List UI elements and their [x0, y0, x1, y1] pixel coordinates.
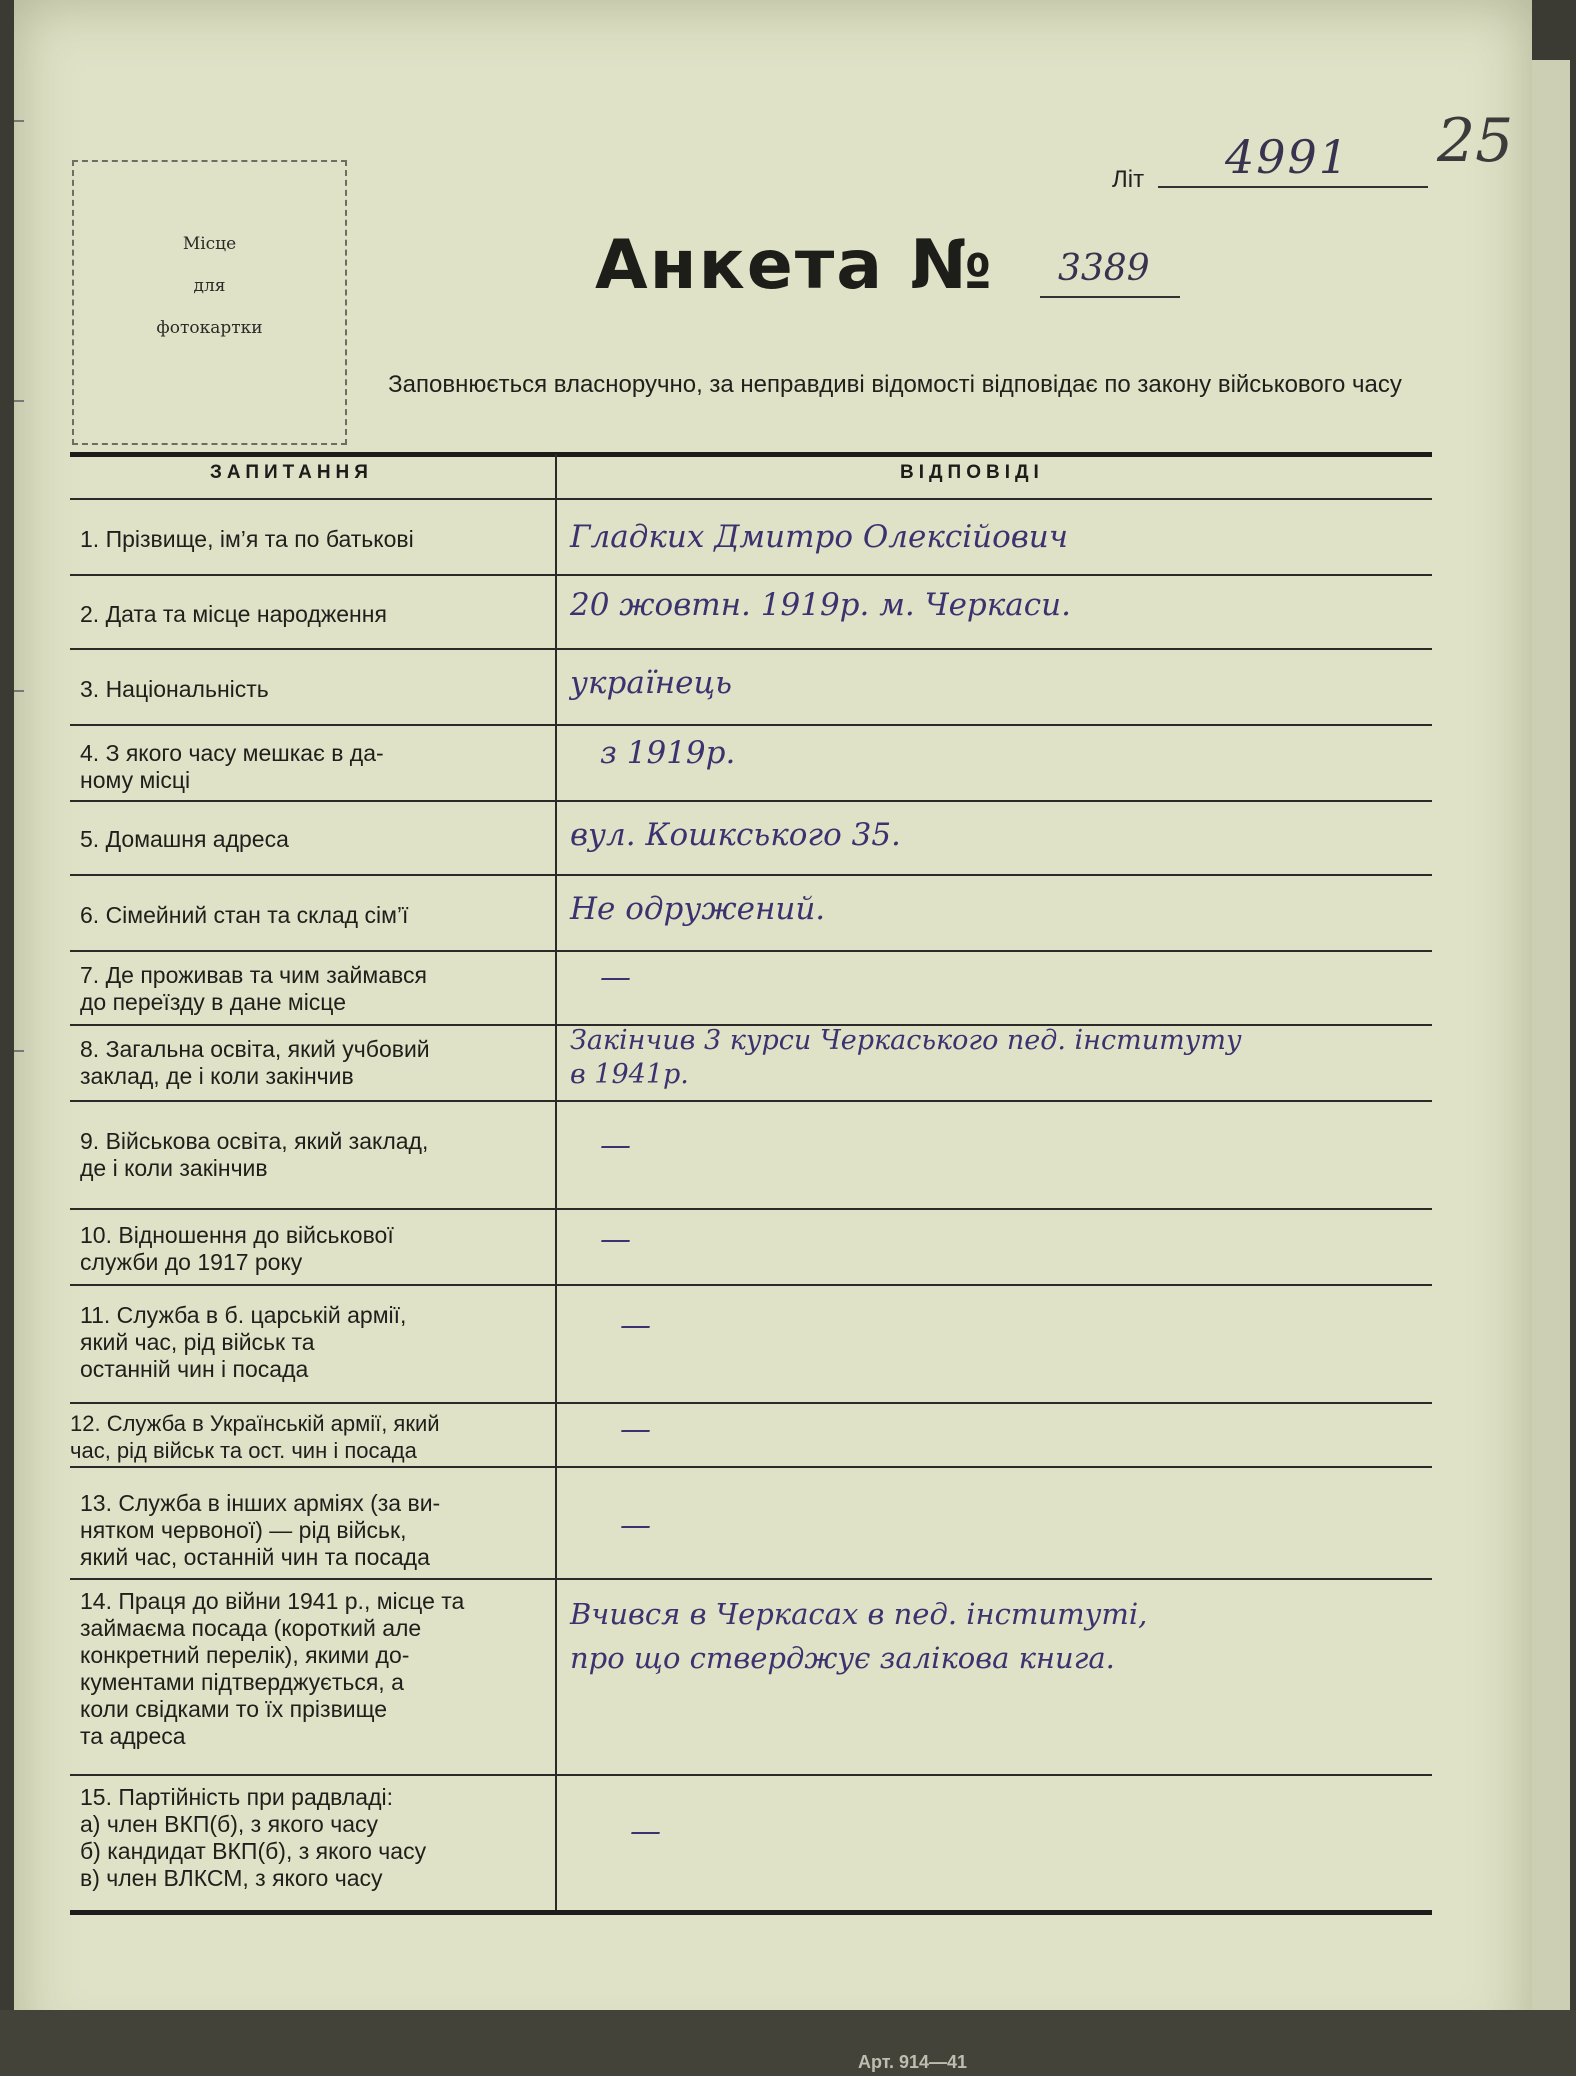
question-7: 7. Де проживав та чим займався до переїзду в дане місце: [80, 962, 427, 1015]
archive-page-number: 25: [1437, 106, 1514, 176]
question-8: 8. Загальна освіта, який учбовий заклад, де і коли закінчив: [80, 1036, 430, 1089]
punch-mark: [14, 690, 24, 692]
question-6: 6. Сімейний стан та склад сім’ї: [80, 902, 409, 928]
table-top-rule: [70, 452, 1432, 457]
row-rule: [70, 874, 1432, 876]
archive-footer-label: Арт. 914—41: [858, 2052, 968, 2072]
answer-13: —: [620, 1507, 651, 1543]
row-rule: [70, 1774, 1432, 1776]
photo-placeholder: [72, 160, 347, 445]
answer-14: Вчився в Черкасах в пед. інституті, про що стверджує залікова книга.: [570, 1597, 1148, 1675]
question-1: 1. Прізвище, ім’я та по батькові: [80, 526, 414, 552]
photo-label-line2: для: [193, 276, 226, 296]
lit-underline: [1158, 186, 1428, 188]
answer-4: з 1919р.: [600, 735, 736, 771]
question-14: 14. Праця до війни 1941 р., місце та займаєма посада (короткий але конкретний перелік), якими до- кументами підтверджується, а коли свідками то їх прізвище та адреса: [80, 1588, 465, 1749]
form-number: 3389: [1058, 248, 1150, 289]
question-5: 5. Домашня адреса: [80, 826, 289, 852]
question-12: 12. Служба в Українській армії, який час, рід військ та ост. чин і посада: [70, 1411, 440, 1463]
row-rule: [70, 1100, 1432, 1102]
form-subtitle: Заповнюється власноручно, за неправдиві відомості відповідає по закону військового часу: [388, 371, 1402, 398]
answer-2: 20 жовтн. 1919р. м. Черкаси.: [570, 587, 1071, 623]
row-rule: [70, 800, 1432, 802]
question-13: 13. Служба в інших арміях (за ви- нятком червоної) — рід військ, який час, останній чин та посада: [80, 1490, 441, 1570]
answer-1: Гладких Дмитро Олексійович: [570, 519, 1069, 555]
answer-10: —: [600, 1221, 631, 1257]
row-rule: [70, 1402, 1432, 1404]
answer-15: —: [630, 1813, 661, 1849]
question-10: 10. Відношення до військової служби до 1917 року: [80, 1222, 394, 1275]
row-rule: [70, 724, 1432, 726]
table-bottom-rule: [70, 1910, 1432, 1915]
answer-11: —: [620, 1307, 651, 1343]
row-rule: [70, 1208, 1432, 1210]
answer-3: українець: [570, 665, 733, 701]
answer-5: вул. Кошкського 35.: [570, 817, 901, 853]
desk-background: [0, 2010, 1576, 2076]
answer-6: Не одружений.: [570, 891, 826, 927]
form-title: Анкета №: [595, 226, 994, 305]
photo-label-line1: Місце: [182, 234, 237, 254]
row-rule: [70, 648, 1432, 650]
row-rule: [70, 574, 1432, 576]
form-number-underline: [1040, 296, 1180, 298]
question-2: 2. Дата та місце народження: [80, 601, 387, 627]
punch-mark: [14, 400, 24, 402]
lit-value: 4991: [1225, 130, 1351, 184]
answer-9: —: [600, 1127, 631, 1163]
row-rule: [70, 950, 1432, 952]
header-rule: [70, 498, 1432, 500]
question-4: 4. З якого часу мешкає в да- ному місці: [80, 740, 384, 793]
question-9: 9. Військова освіта, який заклад, де і коли закінчив: [80, 1128, 429, 1181]
row-rule: [70, 1284, 1432, 1286]
lit-label: Літ: [1112, 166, 1145, 193]
question-15: 15. Партійність при радвладі: а) член ВКП(б), з якого часу б) кандидат ВКП(б), з якого часу в) член ВЛКСМ, з якого часу: [80, 1784, 427, 1891]
table-column-divider: [555, 454, 557, 1914]
answer-8: Закінчив 3 курси Черкаського пед. інституту в 1941р.: [570, 1025, 1242, 1090]
photo-label-line3: фотокартки: [156, 318, 263, 338]
row-rule: [70, 1466, 1432, 1468]
punch-mark: [14, 120, 24, 122]
column-header-answers: ВІДПОВІДІ: [900, 462, 1044, 483]
question-11: 11. Служба в б. царській армії, який час, рід військ та останній чин і посада: [80, 1302, 407, 1382]
column-header-questions: ЗАПИТАННЯ: [210, 462, 373, 483]
punch-mark: [14, 1050, 24, 1052]
answer-12: —: [620, 1411, 651, 1447]
question-3: 3. Національність: [80, 676, 269, 702]
answer-7: —: [600, 959, 631, 995]
row-rule: [70, 1578, 1432, 1580]
